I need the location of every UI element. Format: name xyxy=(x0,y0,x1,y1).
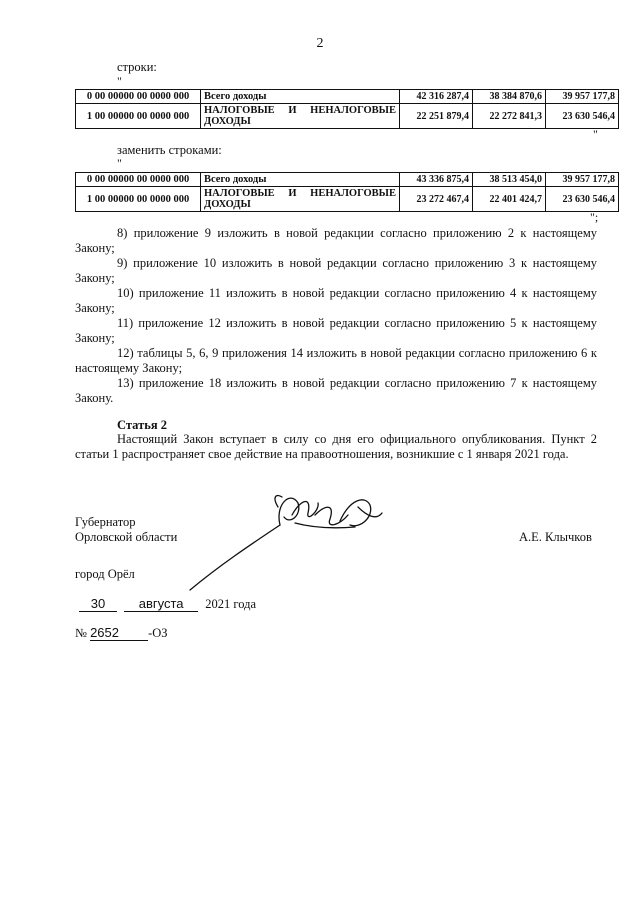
row-code: 1 00 00000 00 0000 000 xyxy=(76,104,201,129)
table-row xyxy=(76,187,619,212)
row-code: 0 00 00000 00 0000 000 xyxy=(76,90,201,104)
item-8: 8) приложение 9 изложить в новой редакции согласно приложению 2 к настоящему Закону; xyxy=(75,226,597,255)
page-number: 2 xyxy=(316,36,324,51)
date-month: августа xyxy=(124,596,198,612)
item-12: 12) таблицы 5, 6, 9 приложения 14 изложить в новой редакции согласно приложению 6 к настоящему Закону; xyxy=(75,346,597,375)
city: город Орёл xyxy=(75,567,135,581)
close-quote: " xyxy=(593,127,598,141)
governor-name: А.Е. Клычков xyxy=(519,530,592,544)
row-name: Всего доходы xyxy=(201,90,400,104)
old-rows-table xyxy=(75,89,619,129)
row-code: 0 00 00000 00 0000 000 xyxy=(76,173,201,187)
intro-text: строки: xyxy=(117,60,157,74)
article-title: Статья 2 xyxy=(117,418,167,432)
law-number: № 2652 -ОЗ xyxy=(75,625,168,640)
row-name: НАЛОГОВЫЕ И НЕНАЛОГОВЫЕ ДОХОДЫ xyxy=(201,104,400,129)
row-value: 22 251 879,4 xyxy=(400,104,473,129)
item-10: 10) приложение 11 изложить в новой редакции согласно приложению 4 к настоящему Закону; xyxy=(75,286,597,315)
date-line xyxy=(75,596,256,612)
row-value: 38 513 454,0 xyxy=(473,173,546,187)
row-value: 23 272 467,4 xyxy=(400,187,473,212)
new-rows-table xyxy=(75,172,619,212)
governor-title: Губернатор Орловской области xyxy=(75,515,178,544)
row-value: 23 630 546,4 xyxy=(546,187,619,212)
item-9: 9) приложение 10 изложить в новой редакции согласно приложению 3 к настоящему Закону; xyxy=(75,256,597,285)
date-year: 2021 года xyxy=(205,597,256,611)
row-value: 39 957 177,8 xyxy=(546,90,619,104)
signature-image xyxy=(180,485,395,595)
row-name: НАЛОГОВЫЕ И НЕНАЛОГОВЫЕ ДОХОДЫ xyxy=(201,187,400,212)
row-value: 38 384 870,6 xyxy=(473,90,546,104)
table-row xyxy=(76,104,619,129)
table-row xyxy=(76,90,619,104)
open-quote: " xyxy=(117,74,122,88)
row-value: 22 401 424,7 xyxy=(473,187,546,212)
open-quote: " xyxy=(117,156,122,170)
row-code: 1 00 00000 00 0000 000 xyxy=(76,187,201,212)
article-text: Настоящий Закон вступает в силу со дня его официального опубликования. Пункт 2 статьи 1 распространяет свое действие на правоотношения, возникшие с 1 января 2021 года. xyxy=(75,432,597,461)
row-value: 23 630 546,4 xyxy=(546,104,619,129)
law-number-value: 2652 xyxy=(90,625,148,641)
item-11: 11) приложение 12 изложить в новой редакции согласно приложению 5 к настоящему Закону; xyxy=(75,316,597,345)
row-value: 22 272 841,3 xyxy=(473,104,546,129)
row-value: 42 316 287,4 xyxy=(400,90,473,104)
replace-text: заменить строками: xyxy=(117,143,222,157)
item-13: 13) приложение 18 изложить в новой редакции согласно приложению 7 к настоящему Закону. xyxy=(75,376,597,405)
row-name: Всего доходы xyxy=(201,173,400,187)
date-day: 30 xyxy=(79,596,117,612)
table-row xyxy=(76,173,619,187)
close-quote: "; xyxy=(590,210,599,224)
row-value: 43 336 875,4 xyxy=(400,173,473,187)
row-value: 39 957 177,8 xyxy=(546,173,619,187)
